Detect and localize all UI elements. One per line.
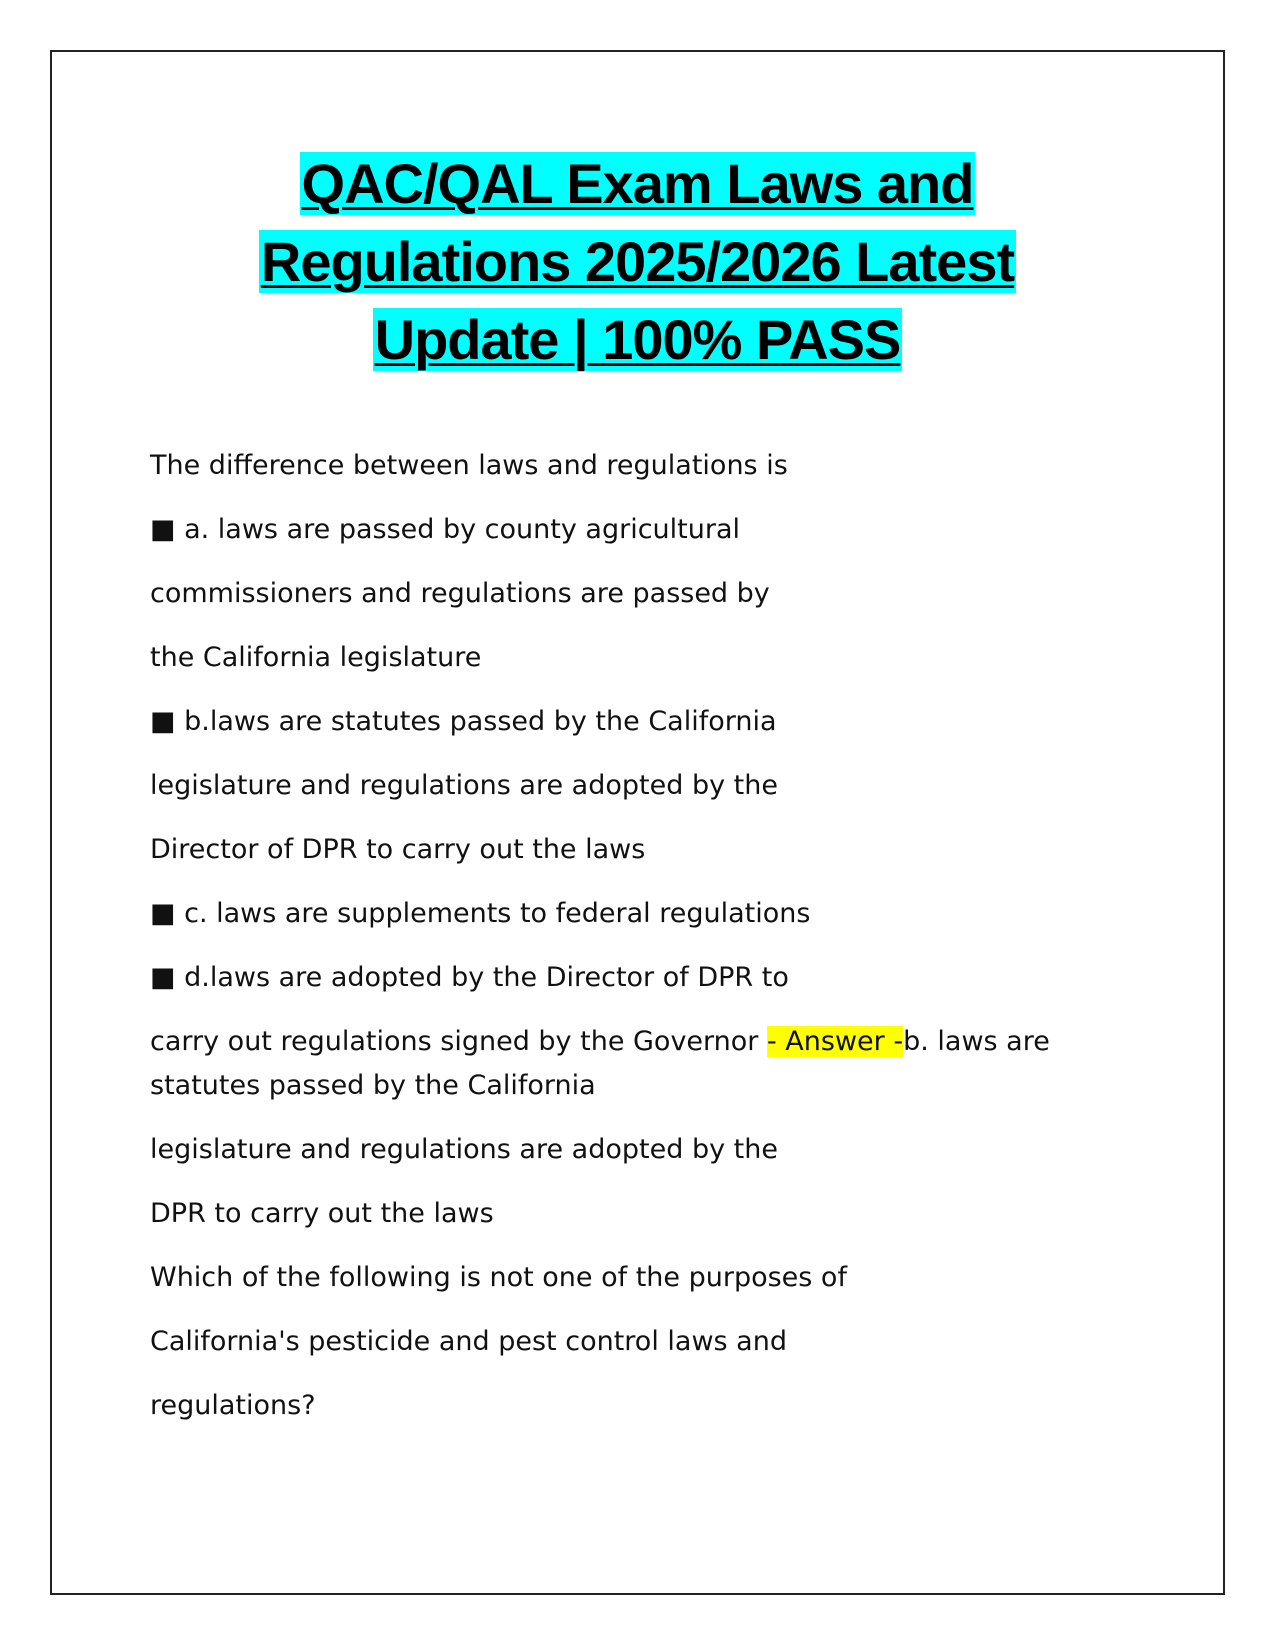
- question-1-text: The difference between laws and regulations is: [150, 450, 788, 481]
- question-2-line-3: regulations?: [150, 1390, 316, 1421]
- title-line-2: Regulations 2025/2026 Latest: [260, 230, 1015, 293]
- title-line-3: Update | 100% PASS: [374, 308, 901, 371]
- question-2-line-2: California's pesticide and pest control laws and: [150, 1326, 787, 1357]
- answer-text-2: statutes passed by the California: [150, 1070, 596, 1101]
- answer-marker: - Answer -: [766, 1026, 904, 1057]
- document-title: [50, 145, 1225, 379]
- answer-text-1: b. laws are: [903, 1026, 1050, 1057]
- option-a-line-3: the California legislature: [150, 642, 482, 673]
- question-2-line-1: Which of the following is not one of the purposes of: [150, 1262, 847, 1293]
- option-b-line-2: legislature and regulations are adopted by the: [150, 770, 778, 801]
- option-a-line-2: commissioners and regulations are passed by: [150, 578, 770, 609]
- option-d-answer-line: [150, 1026, 1050, 1057]
- answer-text-3: legislature and regulations are adopted by the: [150, 1134, 778, 1165]
- option-d-line-1: ■ d.laws are adopted by the Director of DPR to: [150, 962, 789, 993]
- answer-text-4: DPR to carry out the laws: [150, 1198, 494, 1229]
- title-line-1: QAC/QAL Exam Laws and: [301, 152, 974, 215]
- option-c-line-1: ■ c. laws are supplements to federal regulations: [150, 898, 811, 929]
- option-d-line-2: carry out regulations signed by the Governor: [150, 1026, 767, 1057]
- option-b-line-1: ■ b.laws are statutes passed by the California: [150, 706, 777, 737]
- option-a-line-1: ■ a. laws are passed by county agricultural: [150, 514, 741, 545]
- option-b-line-3: Director of DPR to carry out the laws: [150, 834, 646, 865]
